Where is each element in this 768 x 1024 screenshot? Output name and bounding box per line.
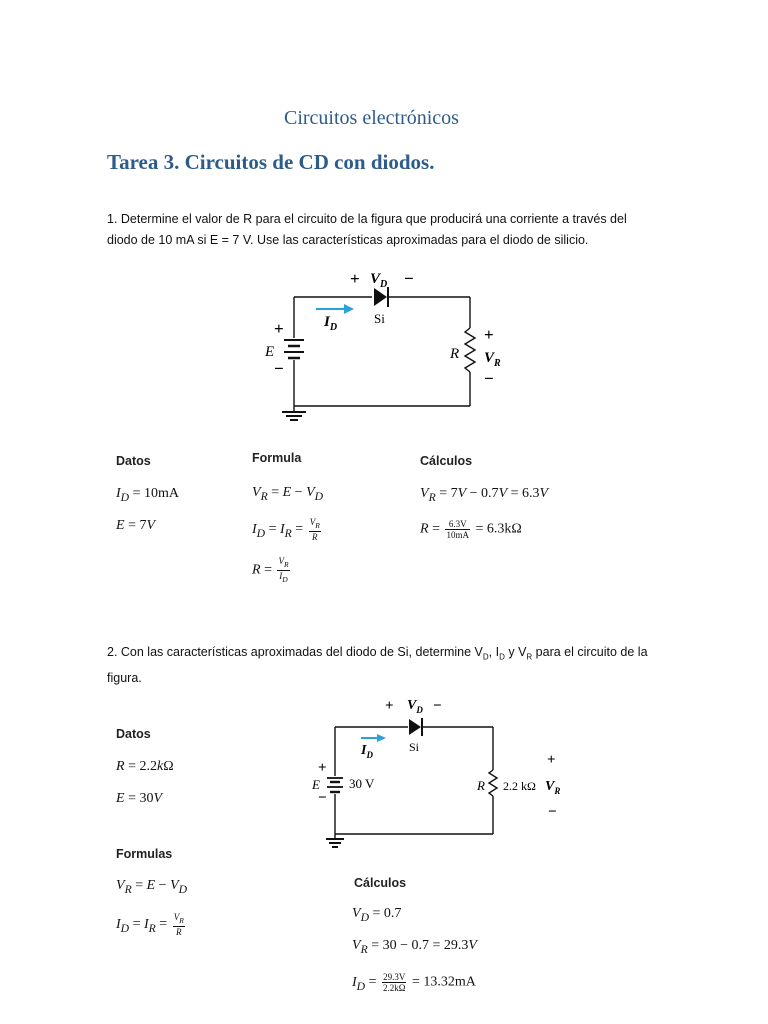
formulas-label-2: Formulas (116, 847, 173, 861)
circuit-1-diagram (250, 268, 510, 428)
r-label-1: R (450, 346, 460, 362)
diode-2-icon (409, 719, 421, 735)
diode-1-icon (374, 288, 387, 306)
formula-2-vr: $V_R = E - V_D$ (116, 878, 188, 896)
calc-1-r: R = $\frac{6.3V}{10mA}$ = 6.3kΩ (420, 519, 522, 540)
datos-2-r: R = 2.2kΩ (116, 759, 174, 774)
r-label-2: R (477, 778, 485, 793)
datos-label-2: Datos (116, 727, 151, 741)
vd-plus-1: + (350, 269, 360, 288)
formula-1-id: $I_D = I_R$ = $\frac{V_R}{R}$ (252, 517, 320, 542)
vd-label-2: $V_D$ (407, 698, 423, 715)
battery-plus-1: + (274, 319, 284, 338)
calc-2-vd: $V_D = 0.7$ (352, 906, 402, 924)
document-title: Circuitos electrónicos (284, 107, 459, 129)
problem-1-line-2: diodo de 10 mA si E = 7 V. Use las características aproximadas para el diodo de silicio. (107, 233, 589, 247)
battery-minus-1: − (274, 359, 284, 378)
vr-label-2: $V_R$ (545, 779, 561, 796)
r-value-2: 2.2 kΩ (503, 779, 536, 793)
vd-plus-2: + (385, 698, 394, 714)
si-label-1: Si (374, 311, 385, 326)
si-label-2: Si (409, 740, 420, 754)
formula-label-1: Formula (252, 451, 302, 465)
vd-minus-2: − (433, 698, 442, 714)
current-arrow-2-icon (377, 734, 386, 742)
vr-plus-2: + (547, 752, 556, 768)
document-subtitle: Tarea 3. Circuitos de CD con diodos. (107, 150, 435, 174)
e-value-2: 30 V (349, 776, 375, 791)
calculos-label-2: Cálculos (354, 876, 407, 890)
e-label-1: E (265, 344, 275, 360)
id-label-1: $I_D$ (324, 314, 338, 333)
calc-1-vr: $V_R = 7V - 0.7V = 6.3V$ (420, 486, 549, 504)
vr-minus-2: − (548, 804, 557, 820)
vr-minus-1: − (484, 369, 494, 388)
current-arrow-1-icon (344, 304, 354, 314)
calc-2-id: $I_D$ = $\frac{29.3V}{2.2k\Omega}$ = 13.32mA (352, 972, 476, 993)
calculos-label-1: Cálculos (420, 454, 473, 468)
problem-1-line-1: 1. Determine el valor de R para el circuito de la figura que producirá una corriente a través del (107, 212, 627, 226)
problem-1-statement (107, 209, 667, 251)
vd-label-1: $V_D$ (370, 271, 388, 290)
formula-2-id: $I_D = I_R$ = $\frac{V_R}{R}$ (116, 912, 184, 937)
e-label-2: E (312, 777, 320, 792)
problem-2-line-1: 2. Con las características aproximadas del diodo de Si, determine $V_D$, $I_D$ y $V_R$ para el circuito de la (107, 645, 648, 662)
problem-2-statement (107, 642, 667, 689)
datos-1-e: E = 7V (116, 518, 156, 533)
vd-minus-1: − (404, 269, 414, 288)
vr-label-1: $V_R$ (484, 350, 501, 369)
battery-plus-2: + (318, 760, 327, 776)
circuit-2-diagram (305, 692, 575, 854)
id-label-2: $I_D$ (361, 743, 373, 760)
datos-1-id: $I_D = 10mA$ (116, 486, 179, 504)
battery-minus-2: − (318, 790, 327, 806)
formula-1-r: R = $\frac{V_R}{I_D}$ (252, 556, 289, 584)
datos-2-e: E = 30V (116, 791, 163, 806)
datos-label-1: Datos (116, 454, 151, 468)
vr-plus-1: + (484, 325, 494, 344)
problem-2-line-2: figura. (107, 670, 142, 685)
calc-2-vr: $V_R = 30 - 0.7 = 29.3V$ (352, 938, 477, 956)
formula-1-vr: $V_R = E - V_D$ (252, 485, 324, 503)
